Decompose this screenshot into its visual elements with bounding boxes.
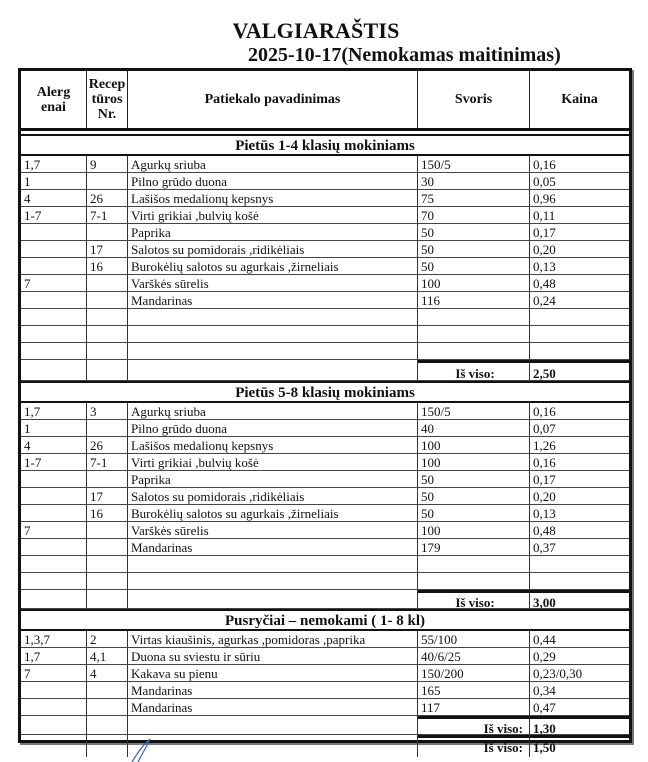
cell-receptura [87,224,128,240]
cell-pavadinimas: Varškės sūrelis [128,275,418,291]
total-row [21,360,629,381]
cell-svoris: 150/200 [418,665,530,681]
cell-alergenai: 1,7 [21,648,87,664]
cell-receptura [87,556,128,572]
empty-row [21,556,629,573]
cell-kaina [530,343,629,359]
total-row [21,716,629,735]
cell-alergenai [21,471,87,487]
cell-receptura [87,275,128,291]
cell-svoris: 30 [418,173,530,189]
cell-kaina: 0,16 [533,455,556,470]
cell-alergenai: 1-7 [21,454,87,470]
signature-stroke [128,738,158,762]
cell-kaina: 1,26 [533,438,556,453]
cell-svoris: 100 [418,454,530,470]
cell-svoris: 55/100 [418,631,530,647]
cell-kaina: 0,34 [533,683,556,698]
cell-svoris: 40/6/25 [418,648,530,664]
cell-alergenai: 4 [21,437,87,453]
cell-receptura [87,699,128,715]
cell-svoris: 50 [418,488,530,504]
cell-alergenai [21,343,87,359]
cell-receptura: 17 [87,241,128,257]
cell-kaina: 0,13 [533,259,556,274]
cell-alergenai [21,488,87,504]
cell-alergenai [21,241,87,257]
header-alergenai: Alerg enai [21,71,87,128]
cell-receptura: 9 [87,156,128,172]
cell-svoris: 165 [418,682,530,698]
cell-alergenai [21,309,87,325]
cell-kaina: 0,17 [533,472,556,487]
cell-receptura: 4 [87,665,128,681]
empty-row [21,573,629,590]
table-row [21,648,629,665]
table-row [21,173,629,190]
document-title: VALGIARAŠTIS [232,18,400,43]
table-row [21,488,629,505]
cell-kaina: 0,48 [533,523,556,538]
cell-receptura: 7-1 [87,207,128,223]
cell-kaina: 0,11 [533,208,556,223]
cell-svoris [418,309,530,325]
cell-kaina: 0,48 [533,276,556,291]
cell-svoris: 150/5 [418,156,530,172]
cell-pavadinimas: Agurkų sriuba [128,403,418,419]
cell-receptura [87,716,128,734]
cell-alergenai [21,699,87,715]
cell-pavadinimas [128,573,418,589]
cell-receptura: 16 [87,505,128,521]
cell-receptura [87,735,128,757]
cell-alergenai: 7 [21,665,87,681]
cell-svoris: 50 [418,241,530,257]
cell-pavadinimas [128,360,418,380]
cell-svoris: 50 [418,505,530,521]
cell-svoris: 150/5 [418,403,530,419]
cell-kaina: 0,24 [533,293,556,308]
cell-pavadinimas: Burokėlių salotos su agurkais ,žirneliais [128,258,418,274]
cell-receptura [87,420,128,436]
empty-row [21,326,629,343]
cell-svoris: 40 [418,420,530,436]
document-subtitle: 2025-10-17(Nemokamas maitinimas) [248,44,561,66]
cell-kaina: 0,96 [533,191,556,206]
table-row [21,539,629,556]
cell-receptura [87,173,128,189]
cell-kaina: 0,16 [533,404,556,419]
cell-pavadinimas: Mandarinas [128,292,418,308]
cell-pavadinimas: Salotos su pomidorais ,ridikėliais [128,241,418,257]
cell-receptura [87,573,128,589]
cell-pavadinimas [128,326,418,342]
cell-alergenai [21,735,87,757]
section-header: Pusryčiai – nemokami ( 1- 8 kl) [21,609,629,631]
cell-pavadinimas: Kakava su pienu [128,665,418,681]
cell-alergenai [21,360,87,380]
cell-svoris: 100 [418,437,530,453]
table-header [21,71,629,131]
cell-receptura: 3 [87,403,128,419]
cell-alergenai [21,224,87,240]
cell-alergenai [21,682,87,698]
cell-receptura [87,522,128,538]
cell-alergenai: 1 [21,420,87,436]
cell-alergenai: 7 [21,522,87,538]
cell-kaina: 0,47 [533,700,556,715]
cell-alergenai [21,292,87,308]
cell-pavadinimas: Agurkų sriuba [128,156,418,172]
cell-svoris: 117 [418,699,530,715]
cell-pavadinimas [128,343,418,359]
header-pavadinimas: Patiekalo pavadinimas [128,71,418,128]
empty-row [21,309,629,326]
cell-alergenai: 1,7 [21,156,87,172]
cell-kaina: 0,05 [533,174,556,189]
cell-svoris: 100 [418,275,530,291]
cell-svoris: Iš viso: [418,735,530,757]
table-row [21,437,629,454]
cell-kaina: 1,30 [530,716,629,734]
cell-pavadinimas: Pilno grūdo duona [128,420,418,436]
cell-kaina: 0,44 [533,632,556,647]
cell-receptura: 26 [87,190,128,206]
cell-receptura [87,326,128,342]
table-row [21,665,629,682]
table-row [21,190,629,207]
cell-svoris [418,556,530,572]
grand-total-row [21,735,629,757]
cell-receptura: 4,1 [87,648,128,664]
header-kaina: Kaina [561,92,598,107]
cell-svoris: 50 [418,471,530,487]
table-row [21,292,629,309]
cell-receptura [87,590,128,608]
cell-alergenai [21,716,87,734]
header-svoris: Svoris [418,71,530,128]
table-row [21,241,629,258]
cell-pavadinimas: Virti grikiai ,bulvių košė [128,454,418,470]
cell-svoris: Iš viso: [418,716,530,734]
cell-kaina: 0,20 [533,242,556,257]
cell-pavadinimas [128,556,418,572]
table-row [21,207,629,224]
header-receptura: Recep tūros Nr. [87,71,128,128]
section-header: Pietūs 1-4 klasių mokiniams [21,134,629,156]
section-header: Pietūs 5-8 klasių mokiniams [21,381,629,403]
cell-receptura [87,343,128,359]
cell-pavadinimas: Duona su sviestu ir sūriu [128,648,418,664]
cell-alergenai [21,539,87,555]
cell-svoris [418,326,530,342]
cell-alergenai: 7 [21,275,87,291]
menu-table [18,68,632,755]
table-row [21,699,629,716]
cell-kaina: 0,37 [533,540,556,555]
cell-kaina [530,573,629,589]
cell-receptura: 17 [87,488,128,504]
cell-pavadinimas [128,735,418,757]
cell-alergenai [21,590,87,608]
table-row [21,258,629,275]
cell-receptura [87,360,128,380]
cell-pavadinimas [128,716,418,734]
cell-pavadinimas: Virtas kiaušinis, agurkas ,pomidoras ,paprika [128,631,418,647]
cell-receptura [87,539,128,555]
cell-receptura [87,682,128,698]
cell-pavadinimas: Burokėlių salotos su agurkais ,žirneliais [128,505,418,521]
cell-alergenai [21,556,87,572]
cell-receptura: 26 [87,437,128,453]
cell-alergenai: 1-7 [21,207,87,223]
cell-alergenai: 1,3,7 [21,631,87,647]
table-row [21,682,629,699]
cell-receptura [87,292,128,308]
cell-svoris: Iš viso: [418,360,530,380]
table-row [21,631,629,648]
cell-svoris: 116 [418,292,530,308]
cell-kaina: 0,23/0,30 [533,666,583,681]
cell-receptura [87,471,128,487]
table-row [21,403,629,420]
cell-kaina [530,326,629,342]
cell-receptura [87,309,128,325]
cell-kaina: 3,00 [530,590,629,608]
cell-svoris: 50 [418,258,530,274]
cell-svoris: 179 [418,539,530,555]
cell-receptura: 7-1 [87,454,128,470]
table-row [21,454,629,471]
cell-pavadinimas: Varškės sūrelis [128,522,418,538]
cell-pavadinimas: Lašišos medalionų kepsnys [128,190,418,206]
cell-alergenai [21,573,87,589]
cell-svoris [418,343,530,359]
table-row [21,224,629,241]
cell-kaina: 0,29 [533,649,556,664]
cell-kaina: 1,50 [530,735,629,757]
cell-alergenai: 1 [21,173,87,189]
cell-alergenai: 4 [21,190,87,206]
cell-kaina: 0,07 [533,421,556,436]
empty-row [21,343,629,360]
cell-alergenai [21,258,87,274]
cell-receptura: 16 [87,258,128,274]
cell-kaina [530,309,629,325]
cell-svoris: Iš viso: [418,590,530,608]
cell-svoris: 75 [418,190,530,206]
cell-pavadinimas: Lašišos medalionų kepsnys [128,437,418,453]
cell-pavadinimas: Mandarinas [128,699,418,715]
cell-svoris: 50 [418,224,530,240]
cell-pavadinimas: Mandarinas [128,539,418,555]
cell-pavadinimas [128,590,418,608]
cell-kaina: 2,50 [530,360,629,380]
cell-alergenai: 1,7 [21,403,87,419]
cell-pavadinimas: Salotos su pomidorais ,ridikėliais [128,488,418,504]
cell-pavadinimas: Mandarinas [128,682,418,698]
table-row [21,156,629,173]
cell-pavadinimas: Virti grikiai ,bulvių košė [128,207,418,223]
cell-kaina: 0,16 [533,157,556,172]
cell-pavadinimas: Pilno grūdo duona [128,173,418,189]
cell-pavadinimas: Paprika [128,471,418,487]
cell-kaina: 0,13 [533,506,556,521]
cell-pavadinimas [128,309,418,325]
cell-kaina [530,556,629,572]
cell-svoris [418,573,530,589]
total-row [21,590,629,609]
cell-svoris: 70 [418,207,530,223]
cell-kaina: 0,17 [533,225,556,240]
table-row [21,275,629,292]
cell-pavadinimas: Paprika [128,224,418,240]
table-row [21,505,629,522]
cell-svoris: 100 [418,522,530,538]
cell-kaina: 0,20 [533,489,556,504]
cell-alergenai [21,505,87,521]
table-row [21,522,629,539]
table-row [21,420,629,437]
cell-receptura: 2 [87,631,128,647]
table-row [21,471,629,488]
cell-alergenai [21,326,87,342]
